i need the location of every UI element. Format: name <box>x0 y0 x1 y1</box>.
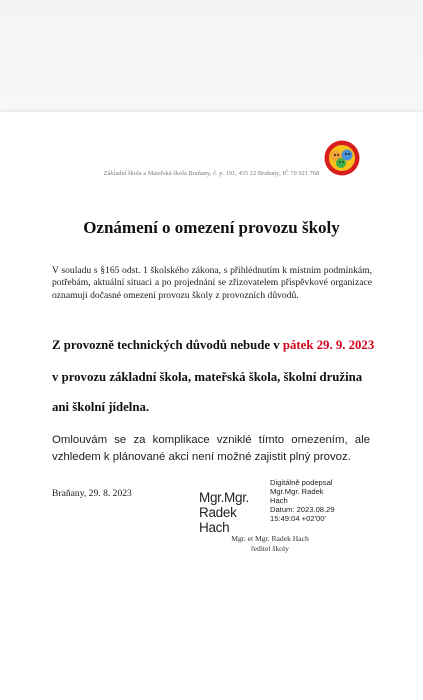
signature-name-line-1: Mgr.Mgr. <box>199 490 250 505</box>
screen-top-area <box>0 0 423 112</box>
signature-name <box>199 490 265 535</box>
signature-details <box>270 478 380 523</box>
signature-detail-line: Datum: 2023.08.29 <box>270 505 335 514</box>
document-page <box>0 112 423 700</box>
signature-detail-line: Mgr.Mgr. Radek <box>270 487 324 496</box>
signature-detail-line: Hach <box>270 496 288 505</box>
notice-date: pátek 29. 9. 2023 <box>282 338 375 352</box>
apology-paragraph: Omlouvám se za komplikace vzniklé tímto omezením, ale vzhledem k plánované akci není možné zajistit plný provoz. <box>52 434 370 463</box>
signature-name-line-2: Radek Hach <box>199 505 237 535</box>
place-date: Braňany, 29. 8. 2023 <box>52 488 132 499</box>
signature-detail-line: Digitálně podepsal <box>270 478 333 487</box>
document-title: Oznámení o omezení provozu školy <box>83 218 340 237</box>
notice-line-1 <box>52 338 374 353</box>
notice-line-2: v provozu základní škola, mateřská škola, školní družina <box>52 370 363 384</box>
notice-line-3: ani školní jídelna. <box>52 400 150 414</box>
signer-name: Mgr. et Mgr. Radek Hach <box>231 534 309 543</box>
notice-line-1-prefix: Z provozně technických důvodů nebude v <box>52 338 283 352</box>
signer-role: ředitel školy <box>251 544 289 553</box>
intro-paragraph: V souladu s §165 odst. 1 školského zákona, s přihlédnutím k místním podmínkám, potřebám, aktuální situaci a po projednání se zřizovatelem příspěvkové organizace oznamuji dočasné omezení provozu školy z provozních důvodů. <box>52 265 372 301</box>
signer-block <box>210 534 330 554</box>
school-header-line: Základní škola a Mateřská škola Braňany, č. p. 191, 435 22 Braňany, IČ 70 921 768 <box>103 170 320 177</box>
signature-detail-line: 15:49:04 +02'00' <box>270 514 326 523</box>
